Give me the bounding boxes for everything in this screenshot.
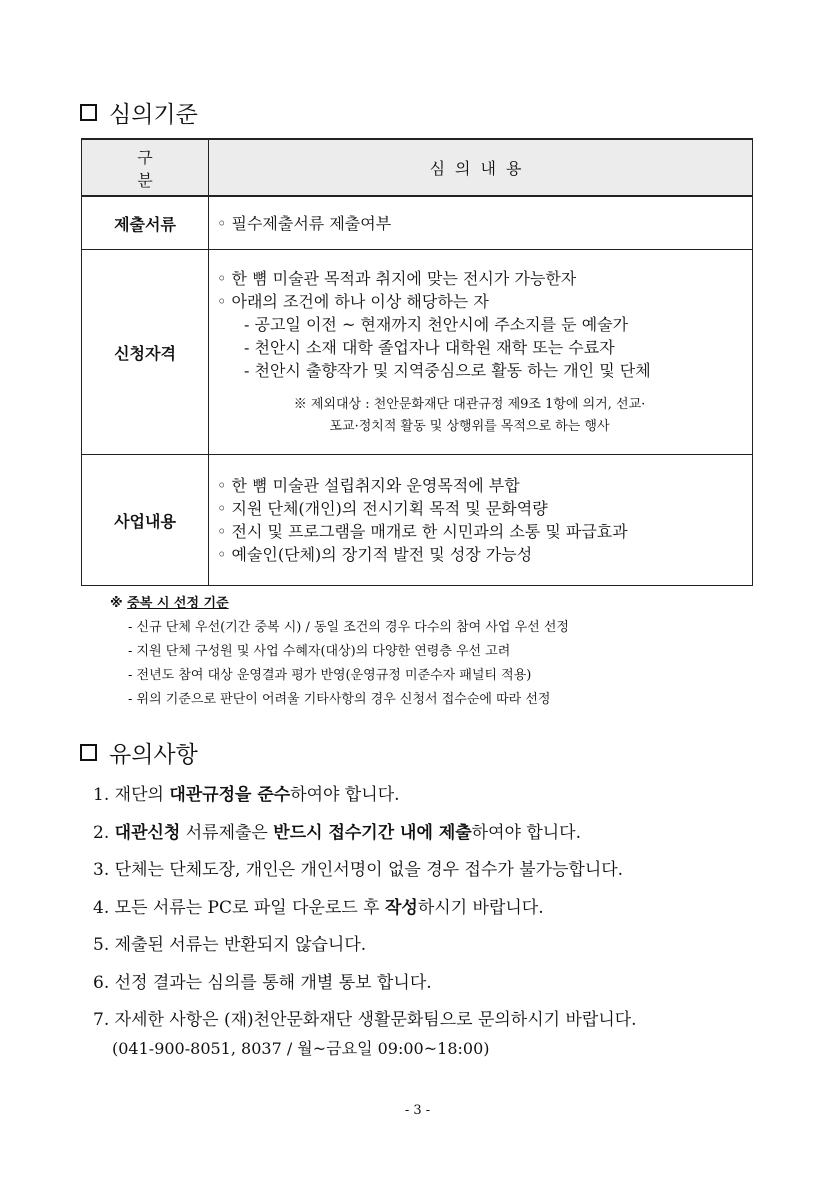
section-heading-notes [80, 736, 198, 769]
row-content [209, 196, 753, 250]
item-number: 1. [93, 785, 110, 805]
item-text: 서류제출은 [180, 822, 274, 843]
item-number: 4. [93, 897, 110, 918]
item-text: 단체는 단체도장, 개인은 개인서명이 없을 경우 접수가 불가능합니다. [114, 860, 624, 880]
header-content: 심의내용 [209, 139, 753, 196]
item-emphasis: 대관규정을 준수 [169, 785, 291, 805]
item-emphasis: 대관신청 [114, 822, 181, 843]
list-item [93, 815, 637, 853]
table-row [82, 455, 753, 586]
list-item [93, 777, 637, 815]
item-number: 6. [93, 972, 110, 993]
square-box-icon [80, 744, 97, 761]
row-content [209, 250, 753, 455]
content-line: ◦ 지원 단체(개인)의 전시기획 목적 및 문화역량 [217, 499, 548, 518]
selection-criteria-title [110, 592, 229, 611]
table-row [82, 196, 753, 250]
list-item: - 위의 기준으로 판단이 어려울 기타사항의 경우 신청서 접수순에 따라 선정 [128, 692, 551, 707]
row-content [209, 455, 753, 586]
content-line: ◦ 예술인(단체)의 장기적 발전 및 성장 가능성 [217, 545, 533, 564]
row-label: 신청자격 [82, 250, 209, 455]
content-line: ◦ 필수제출서류 제출여부 [217, 213, 392, 233]
table-row [82, 250, 753, 455]
list-item: - 신규 단체 우선(기간 중복 시) / 동일 조건의 경우 다수의 참여 사업 우선 선정 [128, 620, 569, 635]
row-label: 사업내용 [82, 455, 209, 586]
item-emphasis: 작성 [385, 897, 418, 918]
notes-list [93, 777, 637, 1040]
criteria-table [81, 138, 753, 586]
list-item: - 전년도 참여 대상 운영결과 평가 반영(운영규정 미준수자 패널티 적용) [128, 668, 532, 683]
reference-mark: ※ [110, 596, 123, 611]
content-subline: - 천안시 출향작가 및 지역중심으로 활동 하는 개인 및 단체 [244, 360, 651, 380]
list-item [93, 927, 637, 965]
item-number: 3. [93, 860, 110, 880]
row-label: 제출서류 [82, 196, 209, 250]
table-header-row [82, 139, 753, 196]
list-item [93, 852, 637, 890]
header-category: 구분 [82, 139, 209, 196]
item-text: 선정 결과는 심의를 통해 개별 통보 합니다. [114, 972, 432, 993]
list-item [93, 1002, 637, 1040]
content-line: ◦ 전시 및 프로그램을 매개로 한 시민과의 소통 및 파급효과 [217, 522, 628, 541]
item-text: 재단의 [114, 785, 170, 805]
contact-info: (041-900-8051, 8037 / 월~금요일 09:00~18:00) [112, 1039, 490, 1058]
content-line: ◦ 한 뼘 미술관 목적과 취지에 맞는 전시가 가능한자 [217, 268, 577, 288]
content-line: ◦ 한 뼘 미술관 설립취지와 운영목적에 부합 [217, 476, 520, 495]
selection-title-text: 중복 시 선정 기준 [127, 596, 229, 611]
section-heading-review-criteria [80, 96, 198, 129]
exclusion-note-line: 포교·정치적 활동 및 상행위를 목적으로 하는 행사 [329, 418, 610, 434]
content-line: ◦ 아래의 조건에 하나 이상 해당하는 자 [217, 291, 489, 311]
section-title: 유의사항 [109, 742, 198, 768]
exclusion-note-line: ※ 제외대상 : 천안문화재단 대관규정 제9조 1항에 의거, 선교· [293, 396, 646, 412]
exclusion-note [217, 394, 752, 438]
list-item [93, 965, 637, 1003]
item-text: 모든 서류는 PC로 파일 다운로드 후 [114, 897, 385, 918]
item-text: 자세한 사항은 (재)천안문화재단 생활문화팀으로 문의하시기 바랍니다. [114, 1010, 637, 1030]
item-number: 2. [93, 822, 110, 843]
page-number: - 3 - [404, 1103, 431, 1118]
item-text: 하시기 바랍니다. [417, 897, 544, 918]
item-text: 하여야 합니다. [290, 785, 400, 805]
section-title: 심의기준 [109, 102, 198, 128]
item-emphasis: 반드시 접수기간 내에 제출 [273, 822, 472, 843]
item-text: 제출된 서류는 반환되지 않습니다. [114, 935, 367, 955]
list-item: - 지원 단체 구성원 및 사업 수혜자(대상)의 다양한 연령층 우선 고려 [128, 644, 511, 659]
square-box-icon [80, 104, 97, 121]
content-subline: - 공고일 이전 ~ 현재까지 천안시에 주소지를 둔 예술가 [244, 314, 629, 334]
list-item [93, 890, 637, 928]
item-number: 5. [93, 935, 110, 955]
content-subline: - 천안시 소재 대학 졸업자나 대학원 재학 또는 수료자 [244, 337, 615, 357]
item-number: 7. [93, 1010, 110, 1030]
selection-criteria-list [128, 616, 569, 712]
item-text: 하여야 합니다. [471, 822, 582, 843]
